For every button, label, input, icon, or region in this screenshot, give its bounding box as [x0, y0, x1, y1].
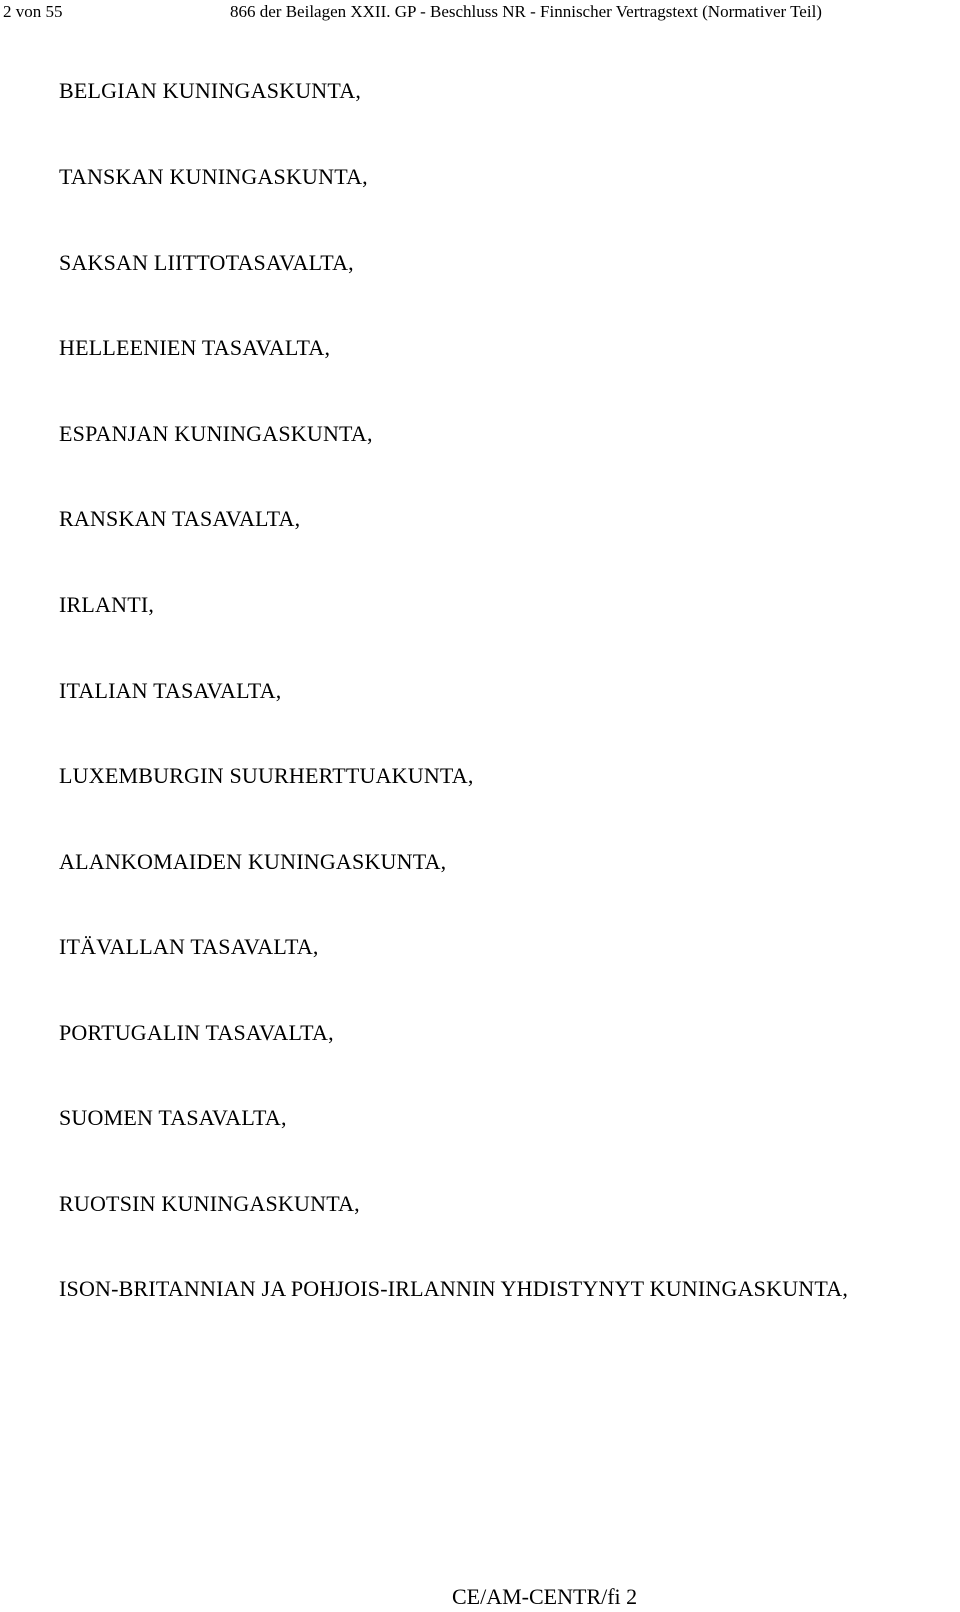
party-item: SAKSAN LIITTOTASAVALTA,: [59, 250, 354, 275]
party-item: SUOMEN TASAVALTA,: [59, 1105, 287, 1130]
page-number: 2 von 55: [3, 2, 63, 21]
party-item: IRLANTI,: [59, 592, 155, 617]
party-item: ISON-BRITANNIAN JA POHJOIS-IRLANNIN YHDISTYNYT KUNINGASKUNTA,: [59, 1276, 849, 1301]
party-item: RUOTSIN KUNINGASKUNTA,: [59, 1191, 360, 1216]
page-header: [0, 0, 960, 26]
party-item: ESPANJAN KUNINGASKUNTA,: [59, 421, 373, 446]
document-title: 866 der Beilagen XXII. GP - Beschluss NR - Finnischer Vertragstext (Normativer Teil): [230, 2, 822, 21]
party-item: ITALIAN TASAVALTA,: [59, 678, 282, 703]
document-reference: CE/AM-CENTR/fi 2: [452, 1584, 638, 1609]
party-item: HELLEENIEN TASAVALTA,: [59, 335, 331, 360]
party-item: TANSKAN KUNINGASKUNTA,: [59, 164, 368, 189]
party-item: BELGIAN KUNINGASKUNTA,: [59, 78, 362, 103]
party-item: LUXEMBURGIN SUURHERTTUAKUNTA,: [59, 763, 474, 788]
party-item: ALANKOMAIDEN KUNINGASKUNTA,: [59, 849, 447, 874]
party-item: PORTUGALIN TASAVALTA,: [59, 1020, 334, 1045]
party-item: RANSKAN TASAVALTA,: [59, 506, 301, 531]
party-item: ITÄVALLAN TASAVALTA,: [59, 934, 319, 959]
